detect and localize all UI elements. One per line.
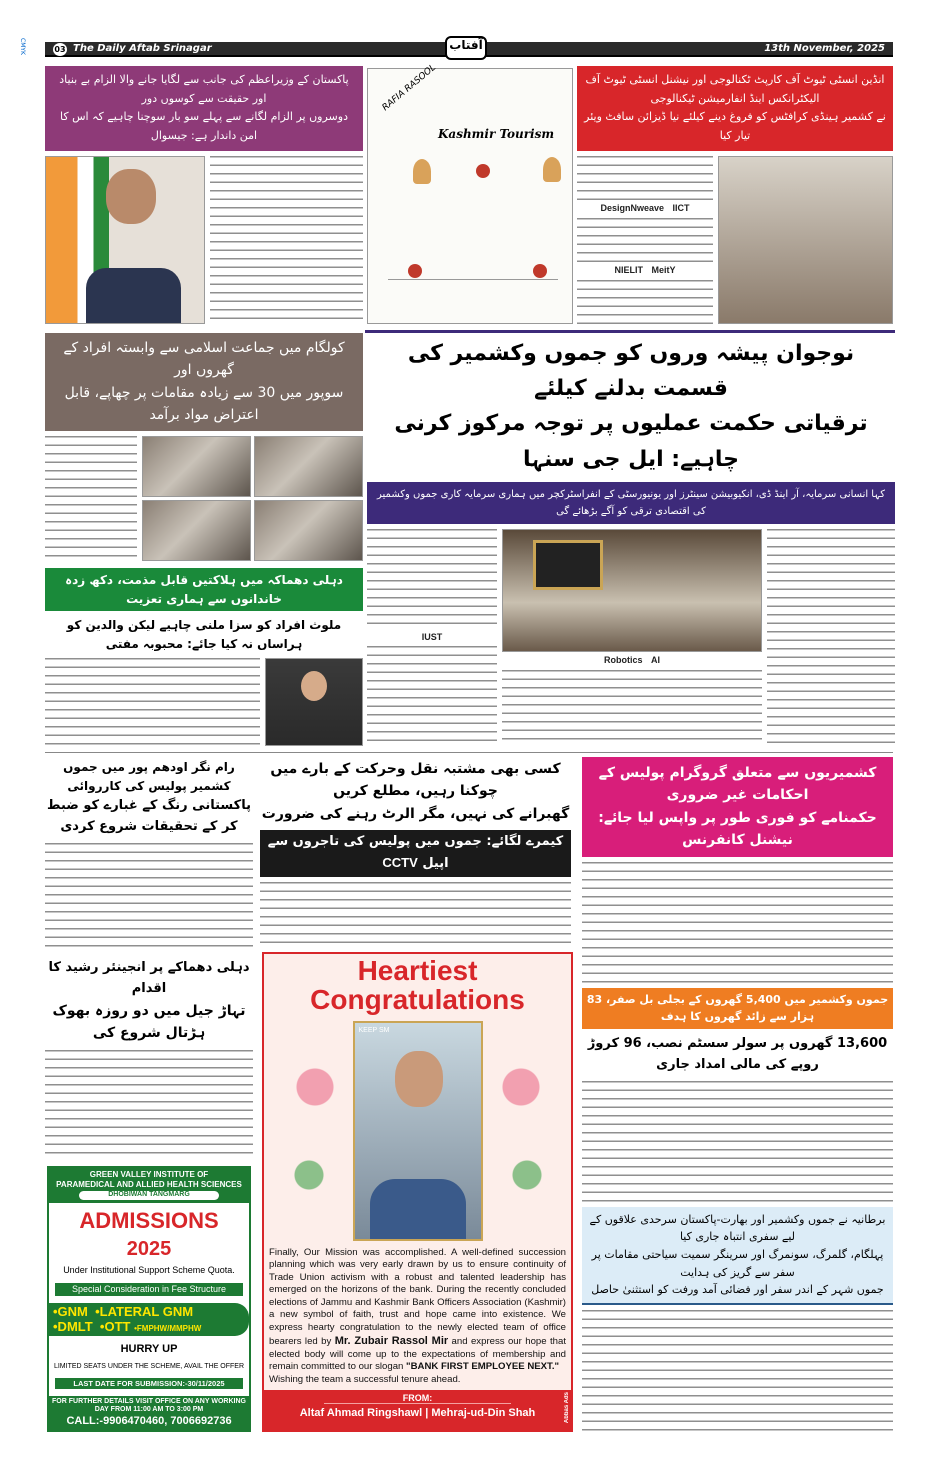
- headline: دہلی دھماکے پر انجینئر رشید کا اقدام: [48, 960, 250, 997]
- congrats-message: [264, 1247, 571, 1390]
- article-body-text: [260, 882, 571, 946]
- balloon-headline: [45, 758, 253, 838]
- headline: گھبرانے کی نہیں، مگر الرٹ رہنے کی ضرورت: [261, 805, 570, 822]
- delhi-blast-subheadline: ملوث افراد کو سزا ملنی چاہیے لیکن والدین کو ہراساں نہ کیا جائے: محبوبہ مفتی: [66, 618, 342, 651]
- pakistan-pm-headline-box: [45, 66, 363, 151]
- article-body-text: [45, 1050, 253, 1160]
- term-nielit: NIELIT: [614, 265, 643, 276]
- paper-name: The Daily Aftab Srinagar: [73, 43, 212, 54]
- headline: پاکستان کے وزیراعظم کی جانب سے لگایا جانے والا الزام بے بنیاد اور حقیقت سے کوسوں دور: [59, 73, 349, 105]
- hurry-up: HURRY UP: [120, 1342, 178, 1355]
- cctv-headline: [260, 758, 571, 825]
- admissions-title: ADMISSIONS: [79, 1207, 219, 1233]
- raid-photo: [254, 436, 363, 497]
- article-body-text: [577, 218, 713, 262]
- headline: نوجوان پیشہ وروں کو جموں وکشمیر کی قسمت بدلنے کیلئے: [407, 341, 855, 402]
- article-inline-terms: [367, 632, 497, 644]
- article-body-text: [45, 843, 253, 953]
- lead-story-headline: [367, 336, 895, 477]
- term-designnweave: DesignNweave: [600, 203, 664, 214]
- flower-decoration-icon: [491, 1021, 551, 1241]
- agency-credit: Abbas Ads: [564, 1392, 570, 1424]
- article-body-text: [367, 646, 497, 746]
- carpet-tech-headline-box: [577, 66, 893, 151]
- cctv-label: CCTV: [382, 854, 418, 870]
- message-text: Finally, Our Mission was accomplished. A well-defined succession planning which was very early drawn by us to ensure continuity of Trade Union activism with a robust and talented leadership has emerged on the horizons of the bank. During the recently concluded elections of Jammu and Kashmir Bank Officers Association (Kashmir) a new symbol of faith, trust and hope came into existence. We express hearty congratulation to the newly elected team of office bearers led by: [269, 1246, 566, 1348]
- term-ai: AI: [651, 655, 661, 666]
- zubair-rassol-mir-photo: [353, 1021, 483, 1241]
- course-fmphw: •FMPHW/MMPHW: [134, 1324, 202, 1334]
- masthead-logo: آفتاب: [445, 36, 487, 60]
- subheadline: نے کشمیر ہینڈی کرافٹس کو فروغ دینے کیلئے نیا ڈیزائن سافٹ ویئر تیار کیا: [584, 110, 886, 143]
- uk-advisory-headline-box: [582, 1207, 893, 1305]
- message-text: and express our hope that elected body will come up to the expectations of membership and remain committed to our slogan: [269, 1336, 566, 1373]
- cartoon-title: Kashmir Tourism: [438, 127, 555, 141]
- article-body-text: [577, 280, 713, 324]
- headline: تہاڑ جیل میں دو روزہ بھوک ہڑتال شروع کی: [52, 1002, 246, 1042]
- cctv-strap: [260, 830, 571, 877]
- headline: جموں شہر کے اندر سفر اور فضائی آمد ورفت کو استثنیٰ حاصل: [591, 1283, 884, 1297]
- admission-advertisement: [47, 1166, 251, 1432]
- solar-subheadline: 13,600 گھروں پر سولر سسٹم نصب، 96 کروڑ روپے کی مالی امداد جاری: [587, 1035, 888, 1072]
- page-number: 03: [54, 45, 66, 54]
- article-body-text: [577, 156, 713, 200]
- strap-text: کیمرے لگائے: جموں میں پولیس کی تاجروں سے اپیل: [267, 834, 564, 871]
- article-body-text: [767, 529, 895, 746]
- gurugram-headline-box: [582, 757, 893, 857]
- subheadline: دوسروں پر الزام لگانے سے پہلے سو بار سوچنا چاہیے کہ اس کا امن داندار ہے: جیسوال: [60, 110, 348, 143]
- limited-seats: LIMITED SEATS UNDER THE SCHEME, AVAIL THE OFFER: [53, 1362, 245, 1370]
- signatories: Altaf Ahmad Ringshawl | Mehraj-ud-Din Shah: [299, 1407, 536, 1419]
- term-iict: IICT: [672, 203, 690, 214]
- term-meity: MeitY: [651, 265, 676, 276]
- headline: برطانیہ نے جموں وکشمیر اور بھارت-پاکستان سرحدی علاقوں کے لیے سفری انتباہ جاری کیا: [589, 1212, 886, 1244]
- admissions-year: 2025: [126, 1237, 172, 1260]
- article-body-text: [45, 658, 260, 746]
- article-inline-terms: [577, 265, 713, 277]
- cmyk-marker: CMYK: [19, 38, 26, 55]
- article-body-text: [210, 156, 363, 324]
- headline: کشمیریوں سے متعلق گروگرام پولیس کے احکامات غیر ضروری: [598, 765, 877, 804]
- article-body-text: [45, 436, 137, 561]
- headline: سوپور میں 30 سے زیادہ مقامات پر چھاپے، قابل اعتراض مواد برآمد: [64, 384, 344, 424]
- congrats-title: Heartiest: [357, 955, 478, 986]
- fee-banner: Special Consideration in Fee Structure: [55, 1283, 243, 1296]
- article-inline-terms: [577, 203, 713, 215]
- from-banner: [264, 1390, 571, 1430]
- headline: کولگام میں جماعت اسلامی سے وابستہ افراد کے گھروں اور: [63, 340, 345, 379]
- lead-story-strap: کہا انسانی سرمایہ، آر اینڈ ڈی، انکیوبیشن سینٹرز اور یونیورسٹی کے انفراسٹرکچر میں ہماری سرمایہ کاری جموں وکشمیر کی اقتصادی ترقی کو آگے بڑھائے گی: [367, 482, 895, 524]
- masthead-bar: [45, 38, 893, 57]
- institute-name: PARAMEDICAL AND ALLIED HEALTH SCIENCES: [56, 1180, 242, 1189]
- scheme-text: Under Institutional Support Scheme Quota.: [63, 1265, 235, 1276]
- institute-location: DHOBIWAN TANGMARG: [79, 1191, 219, 1200]
- flower-decoration-icon: [285, 1021, 345, 1241]
- congratulations-advertisement: [262, 952, 573, 1432]
- course-lateral-gnm: •LATERAL GNM: [95, 1303, 194, 1319]
- honoree-name: Mr. Zubair Rassol Mir: [334, 1335, 449, 1348]
- headline: ترقیاتی حکمت عملیوں پر توجہ مرکوز کرنی چاہیے: ایل جی سنہا: [394, 411, 868, 472]
- headline: کسی بھی مشتبہ نقل وحرکت کے بارے میں چوکنا رہیں، مطلع کریں: [270, 761, 561, 800]
- mehbooba-mufti-photo: [265, 658, 363, 746]
- article-body-text: [582, 862, 893, 983]
- message-text: Wishing the team a successful tenure ahead.: [269, 1373, 461, 1385]
- solar-headline-box: جموں وکشمیر میں 5,400 گھروں کے بجلی بل صفر، 83 ہزار سے زائد گھروں کا ہدف: [582, 988, 893, 1029]
- kulgam-raids-headline-box: [45, 333, 363, 431]
- raid-photo: [142, 500, 251, 561]
- cartoonist-signature: RAFIA RASOOL: [380, 62, 439, 114]
- article-inline-terms: [502, 655, 762, 667]
- issue-date: 13th November, 2025: [764, 43, 885, 54]
- contact-numbers: CALL:-9906470460, 7006692736: [66, 1414, 232, 1427]
- raid-photo: [142, 436, 251, 497]
- headline: پاکستانی رنگ کے غبارے کو ضبط کر کے تحقیقات شروع کردی: [47, 798, 251, 835]
- last-date: LAST DATE FOR SUBMISSION:-30/11/2025: [55, 1378, 243, 1389]
- congrats-title: Congratulations: [310, 984, 525, 1016]
- institute-name: GREEN VALLEY INSTITUTE OF: [89, 1170, 209, 1179]
- photo-background-text: KEEP SM: [358, 1026, 390, 1034]
- headline: پہلگام، گلمرگ، سونمرگ اور سرینگر سمیت سیاحتی مقامات پر سفر سے گریز کی ہدایت: [591, 1248, 884, 1279]
- headline: حکمنامے کو فوری طور پر واپس لیا جائے: نیشنل کانفرنس: [598, 809, 877, 849]
- article-body-text: [582, 1081, 893, 1202]
- lg-inauguration-photo: [502, 529, 762, 653]
- engineer-rashid-headline: [45, 958, 253, 1044]
- editorial-cartoon: [367, 62, 573, 324]
- article-body-text: [582, 1310, 893, 1431]
- raid-photo: [254, 500, 363, 561]
- course-ott: •OTT: [99, 1319, 131, 1335]
- headline: رام نگر اودھم پور میں جموں کشمیر پولیس کی کارروائی: [63, 760, 235, 794]
- headline: انڈین انسٹی ٹیوٹ آف کارپٹ ٹکنالوجی اور نیشنل انسٹی ٹیوٹ آف الیکٹرانکس اینڈ انفارمیشن ٹیکنالوجی: [585, 73, 885, 105]
- software-launch-photo: [718, 156, 893, 324]
- course-gnm: •GNM: [53, 1303, 88, 1319]
- term-robotics: Robotics: [603, 655, 643, 666]
- term-iust: IUST: [421, 631, 443, 642]
- article-body-text: [367, 529, 497, 629]
- official-speaker-photo: [45, 156, 205, 324]
- slogan: "BANK FIRST EMPLOYEE NEXT.": [406, 1361, 560, 1373]
- office-hours: FOR FURTHER DETAILS VISIT OFFICE ON ANY WORKING DAY FROM 11:00 AM TO 3:00 PM: [52, 1397, 246, 1414]
- delhi-blast-headline-box: دہلی دھماکہ میں ہلاکتیں قابل مذمت، دکھ زدہ خاندانوں سے ہماری تعزیت: [45, 568, 363, 611]
- from-label: FROM:: [324, 1390, 511, 1404]
- course-dmlt: •DMLT: [53, 1319, 93, 1335]
- article-body-text: [502, 670, 762, 746]
